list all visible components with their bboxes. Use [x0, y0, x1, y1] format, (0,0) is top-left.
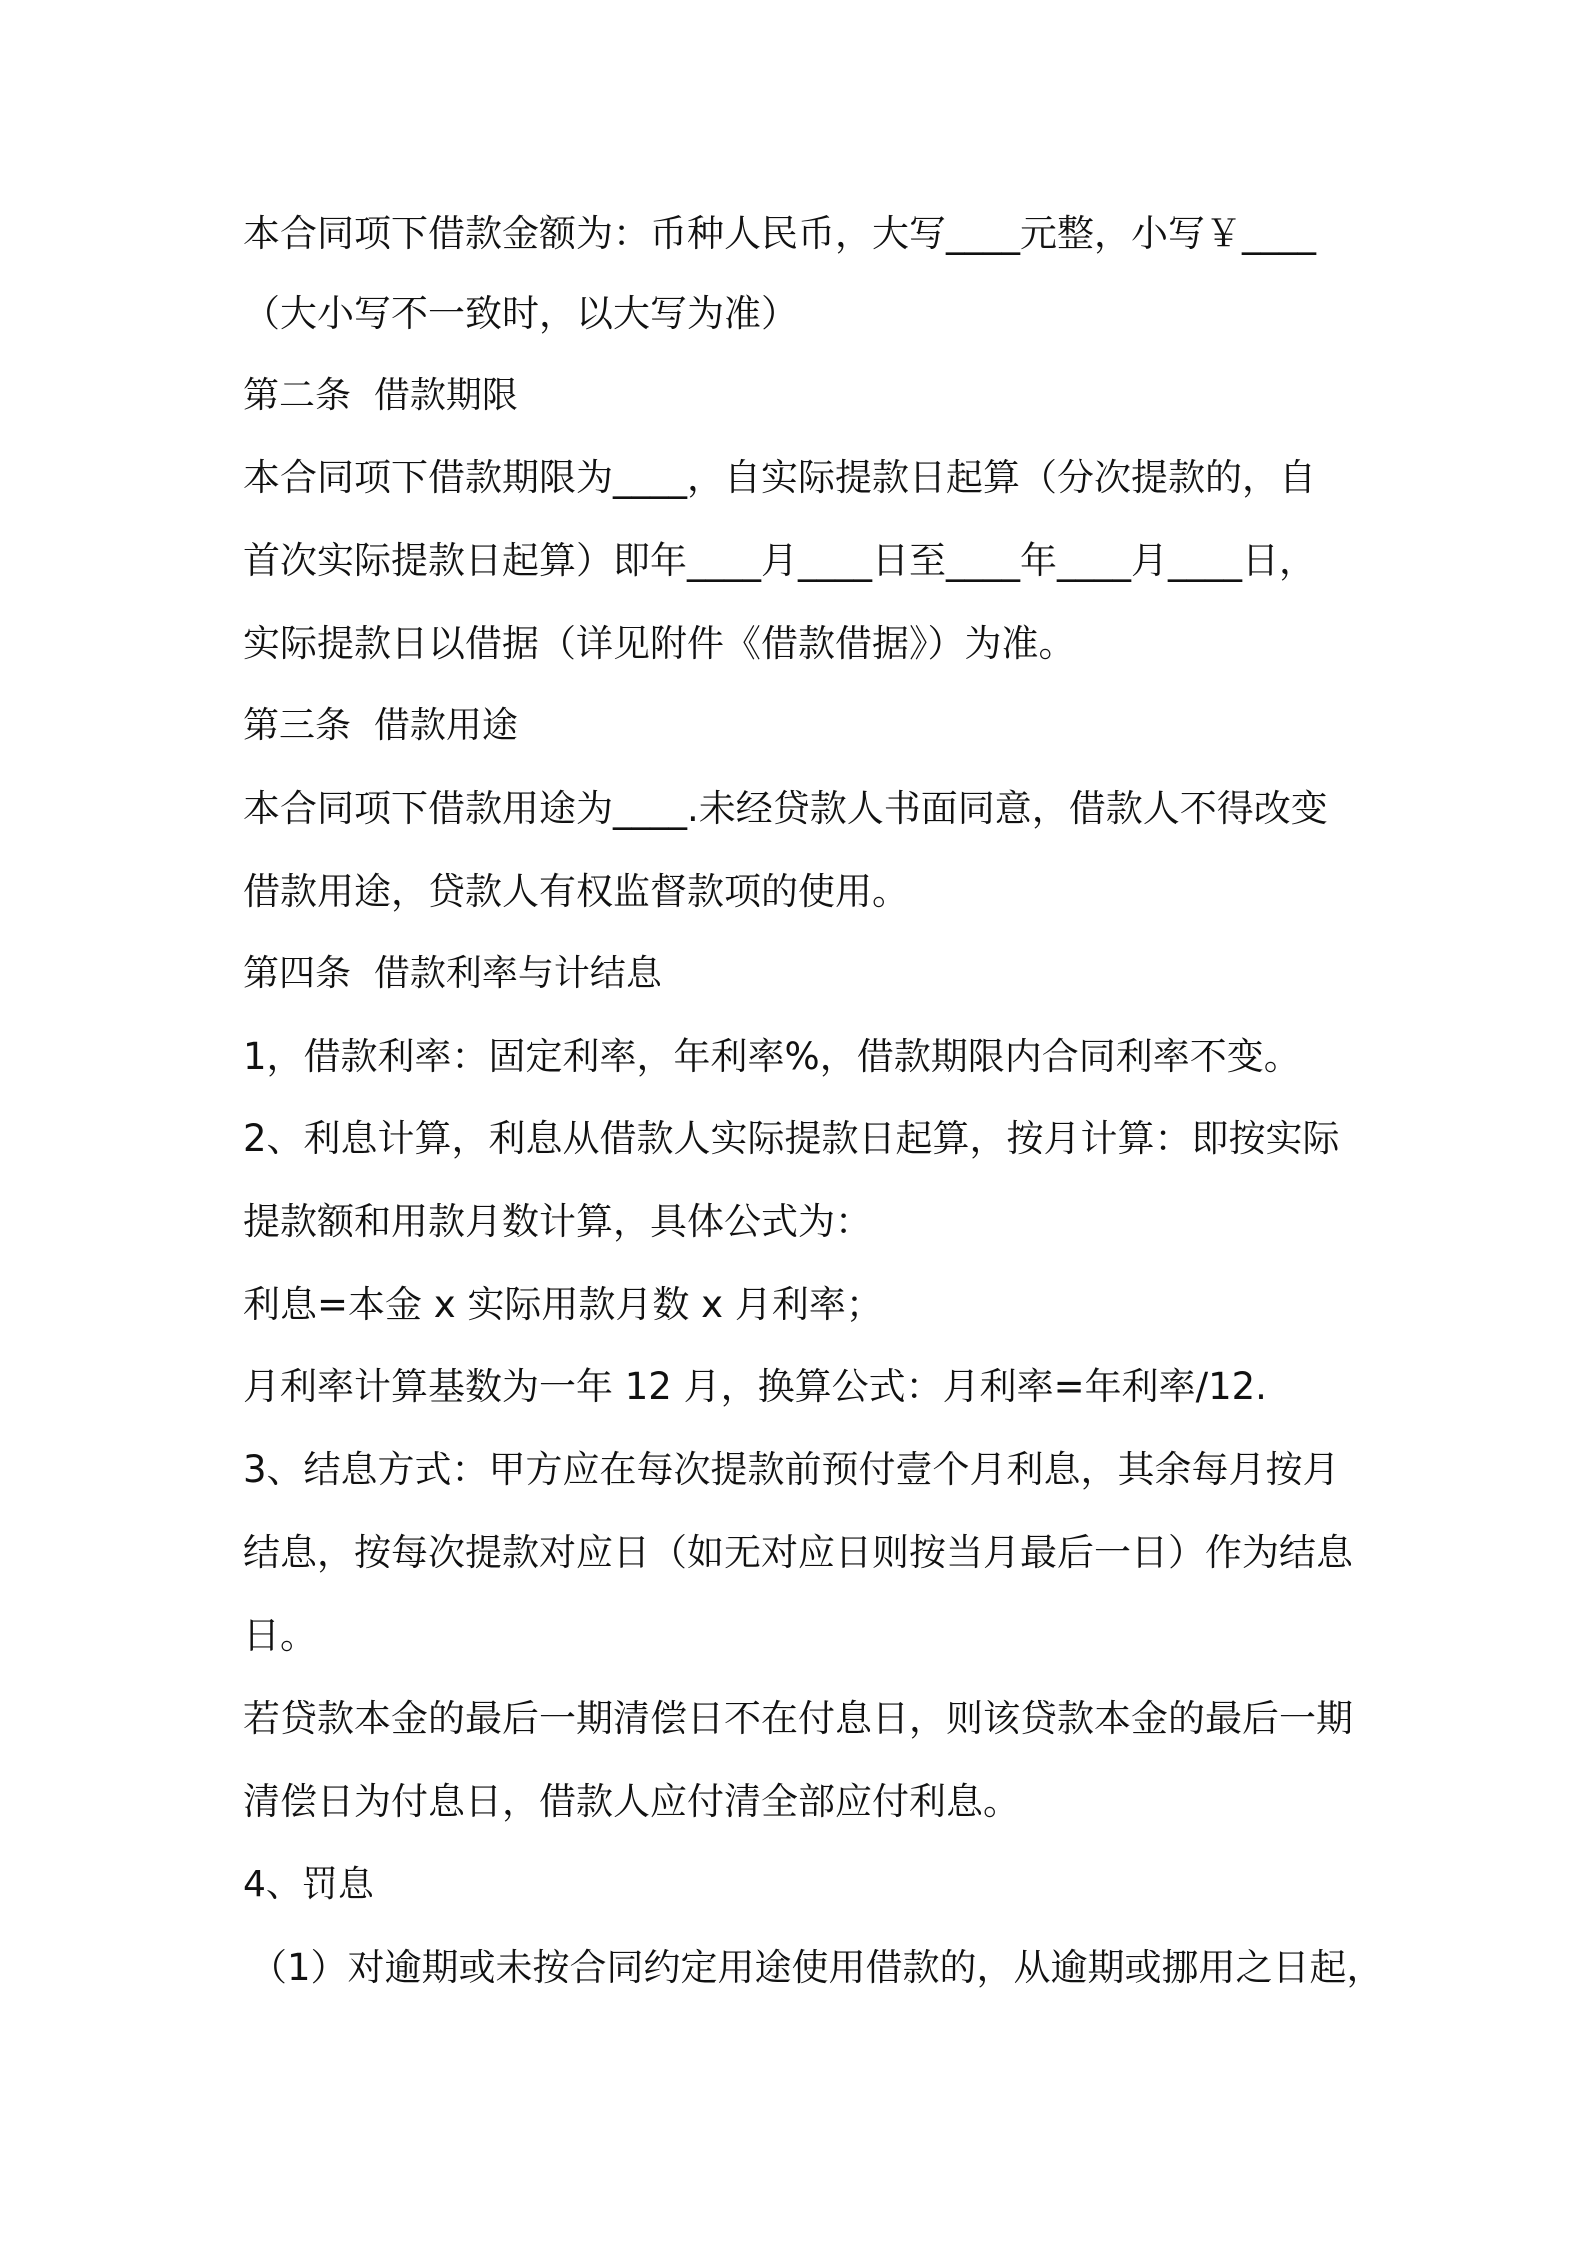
loan-purpose-line-1: 本合同项下借款用途为____.未经贷款人书面同意，借款人不得改变	[243, 787, 1328, 830]
loan-term-line-1: 本合同项下借款期限为____，自实际提款日起算（分次提款的，自	[243, 456, 1316, 499]
article-2-heading: 第二条 借款期限	[243, 375, 518, 416]
settlement-line-3: 日。	[243, 1614, 317, 1657]
interest-formula-line: 利息=本金 x 实际用款月数 x 月利率；	[243, 1283, 883, 1326]
interest-rate-line: 1，借款利率：固定利率，年利率%，借款期限内合同利率不变。	[243, 1035, 1301, 1078]
final-payment-line-2: 清偿日为付息日，借款人应付清全部应付利息。	[243, 1780, 1020, 1823]
loan-purpose-line-2: 借款用途，贷款人有权监督款项的使用。	[243, 870, 909, 913]
final-payment-line-1: 若贷款本金的最后一期清偿日不在付息日，则该贷款本金的最后一期	[243, 1697, 1353, 1740]
penalty-heading: 4、罚息	[243, 1864, 374, 1905]
loan-term-line-2: 首次实际提款日起算）即年____月____日至____年____月____日，	[243, 539, 1316, 582]
monthly-rate-line: 月利率计算基数为一年 12 月，换算公式：月利率=年利率/12.	[243, 1365, 1267, 1408]
penalty-item-1-line: （1）对逾期或未按合同约定用途使用借款的，从逾期或挪用之日起，	[250, 1946, 1384, 1989]
amount-note-line: （大小写不一致时，以大写为准）	[243, 292, 798, 335]
loan-term-line-3: 实际提款日以借据（详见附件《借款借据》）为准。	[243, 622, 1076, 665]
interest-calc-line-2: 提款额和用款月数计算，具体公式为：	[243, 1200, 872, 1243]
settlement-line-2: 结息，按每次提款对应日（如无对应日则按当月最后一日）作为结息	[243, 1531, 1353, 1574]
article-4-heading: 第四条 借款利率与计结息	[243, 953, 662, 994]
loan-amount-line: 本合同项下借款金额为：币种人民币，大写____元整，小写￥____	[243, 212, 1316, 255]
article-3-heading: 第三条 借款用途	[243, 705, 518, 746]
settlement-line-1: 3、结息方式：甲方应在每次提款前预付壹个月利息，其余每月按月	[243, 1448, 1340, 1491]
interest-calc-line-1: 2、利息计算，利息从借款人实际提款日起算，按月计算：即按实际	[243, 1117, 1340, 1160]
